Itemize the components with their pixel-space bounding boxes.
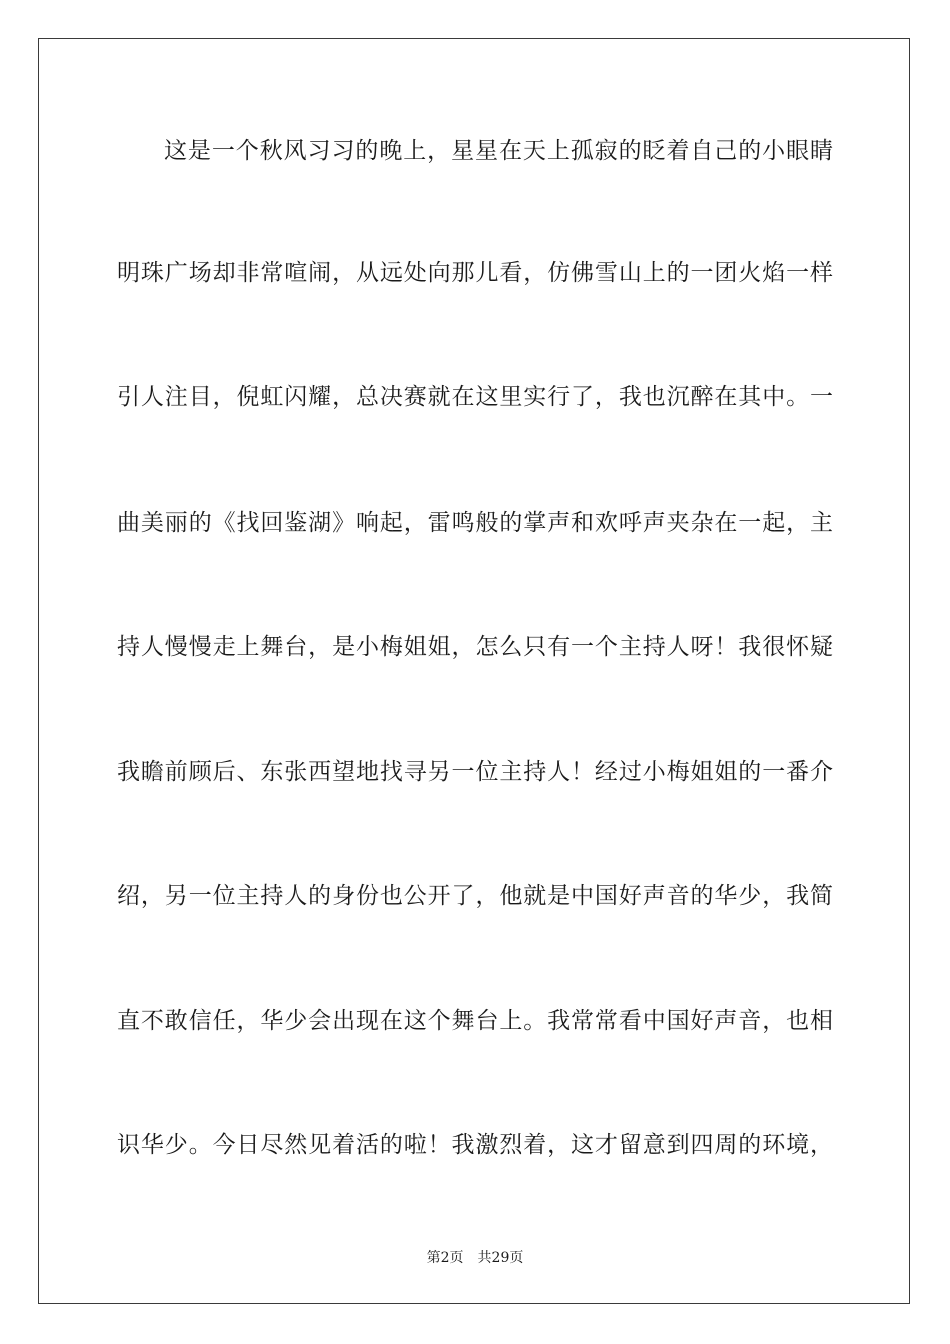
text-line: 持人慢慢走上舞台，是小梅姐姐，怎么只有一个主持人呀！我很怀疑 <box>117 634 833 660</box>
page-number: 第2页 <box>426 1250 464 1266</box>
text-line: 直不敢信任，华少会出现在这个舞台上。我常常看中国好声音，也相 <box>117 1008 833 1034</box>
text-line: 绍，另一位主持人的身份也公开了，他就是中国好声音的华少，我简 <box>117 883 833 909</box>
text-line: 引人注目，倪虹闪耀，总决赛就在这里实行了，我也沉醉在其中。一 <box>117 384 833 410</box>
page-border <box>38 38 910 1304</box>
text-line: 我瞻前顾后、东张西望地找寻另一位主持人！经过小梅姐姐的一番介 <box>117 759 833 785</box>
text-line: 这是一个秋风习习的晚上，星星在天上孤寂的眨着自己的小眼睛 <box>164 138 833 164</box>
page-footer <box>0 1247 950 1267</box>
text-line: 曲美丽的《找回鉴湖》响起，雷鸣般的掌声和欢呼声夹杂在一起，主 <box>117 510 833 536</box>
text-line: 识华少。今日尽然见着活的啦！我激烈着，这才留意到四周的环境， <box>117 1132 833 1158</box>
text-line: 明珠广场却非常喧闹，从远处向那儿看，仿佛雪山上的一团火焰一样 <box>117 260 833 286</box>
total-pages: 共29页 <box>477 1250 524 1266</box>
